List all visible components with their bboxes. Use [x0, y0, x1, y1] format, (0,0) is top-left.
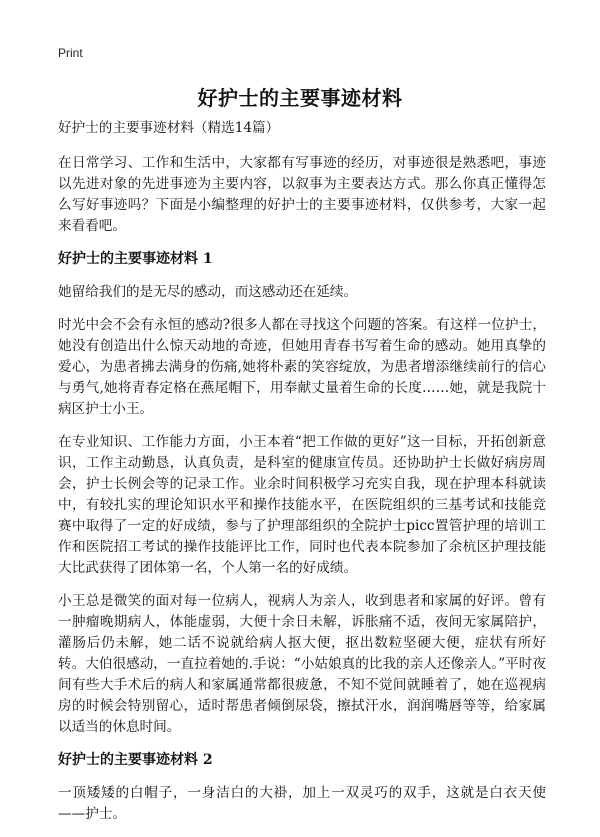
document-subtitle: 好护士的主要事迹材料（精选14篇）: [58, 120, 280, 136]
section-1-paragraph: 时光中会不会有永恒的感动?很多人都在寻找这个问题的答案。有这样一位护士，她没有创造出什么惊天动地的奇迹，但她用青春书写着生命的感动。她用真挚的爱心，为患者拂去满身的伤痛,她将朴素的笑容绽放，为患者增添继续前行的信心与勇气,她将青春定格在燕尾帽下，用奉献丈量着生命的长度……她，就是我院十病区护士小王。: [58, 317, 546, 417]
document-body: [58, 118, 546, 837]
section-1-paragraph: 她留给我们的是无尽的感动，而这感动还在延续。: [58, 284, 358, 300]
document-title: 好护士的主要事迹材料: [197, 86, 403, 110]
intro-paragraph: 在日常学习、工作和生活中，大家都有写事迹的经历，对事迹很是熟悉吧，事迹以先进对象的先进事迹为主要内容，以叙事为主要表达方式。那么你真正懂得怎么写好事迹吗？下面是小编整理的好护士的主要事迹材料，仅供参考，大家一起来看看吧。: [58, 155, 546, 234]
section-heading-2: 好护士的主要事迹材料 2: [58, 752, 213, 768]
print-link[interactable]: Print: [58, 46, 83, 60]
section-1-paragraph: 小王总是微笑的面对每一位病人，视病人为亲人，收到患者和家属的好评。曾有一肿瘤晚期病人，体能虚弱，大便十余日未解，诉胀痛不适，夜间无家属陪护，灌肠后仍未解，她二话不说就给病人抠大便，抠出数粒坚硬大便，症状有所好转。大伯很感动，一直拉着她的.手说：“小姑娘真的比我的亲人还像亲人。”平时夜间有些大手术后的病人和家属通常都很疲惫，不知不觉间就睡着了，她在巡视病房的时候会特别留心，适时帮患者倾倒尿袋，擦拭汗水，润润嘴唇等等，给家属以适当的休息时间。: [58, 593, 546, 735]
section-heading-1: 好护士的主要事迹材料 1: [58, 251, 213, 267]
section-2-paragraph: 一顶矮矮的白帽子，一身洁白的大褂，加上一双灵巧的双手，这就是白衣天使——护士。: [58, 785, 546, 822]
section-1-paragraph: 在专业知识、工作能力方面，小王本着“把工作做的更好”这一目标，开拓创新意识，工作主动勤恳，认真负责，是科室的健康宣传员。还协助护士长做好病房周会，护士长例会等的记录工作。业余时间积极学习充实自我，现在护理本科就读中，有较扎实的理论知识水平和操作技能水平，在医院组织的三基考试和技能竞赛中取得了一定的好成绩，参与了护理部组织的全院护士picc置管护理的培训工作和医院招工考试的操作技能评比工作，同时也代表本院参加了余杭区护理技能大比武获得了团体第一名，个人第一名的好成绩。: [58, 434, 546, 576]
